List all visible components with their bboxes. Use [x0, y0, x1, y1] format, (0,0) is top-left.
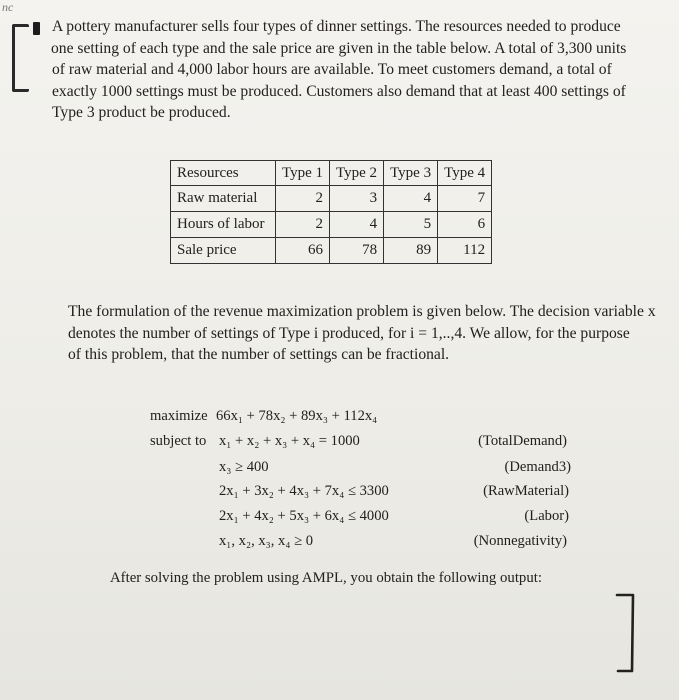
- table-cell: 7: [438, 186, 492, 212]
- handwritten-corner-mark: nc: [2, 0, 14, 14]
- table-header-cell: Type 3: [384, 161, 438, 186]
- subject-to-label: subject to: [150, 433, 207, 449]
- table-header-cell: Type 4: [438, 161, 492, 186]
- formulation-line: denotes the number of settings of Type i produced, for i = 1,..,4. We allow, for the purpose: [68, 324, 630, 342]
- table-cell: 78: [330, 238, 384, 264]
- row-label-cell: Hours of labor: [171, 212, 276, 238]
- handwritten-left-bracket: [12, 24, 29, 92]
- constraint-expression: 2x₁ + 4x₂ + 5x₃ + 6x₄ ≤ 4000: [219, 508, 389, 524]
- constraint-name: (Nonnegativity): [473, 533, 567, 549]
- resources-table: [170, 160, 492, 264]
- intro-line: Type 3 product be produced.: [52, 104, 231, 121]
- table-cell: 2: [276, 186, 330, 212]
- table-row: [171, 212, 492, 238]
- table-cell: 112: [438, 238, 492, 264]
- intro-line: exactly 1000 settings must be produced. Customers also demand that at least 400 settings of: [52, 82, 626, 100]
- formulation-line: of this problem, that the number of settings can be fractional.: [68, 346, 450, 363]
- intro-line: one setting of each type and the sale price are given in the table below. A total of 3,300 units: [51, 39, 627, 57]
- row-label-cell: Sale price: [171, 238, 276, 264]
- table-cell: 5: [384, 212, 438, 238]
- constraint-name: (Demand3): [504, 459, 571, 475]
- constraint-expression: 2x₁ + 3x₂ + 4x₃ + 7x₄ ≤ 3300: [219, 483, 389, 499]
- bullet-marker: [33, 22, 40, 35]
- constraint-name: (Labor): [524, 508, 569, 524]
- table-cell: 3: [330, 186, 384, 212]
- constraint-expression: x₁ + x₂ + x₃ + x₄ = 1000: [219, 433, 360, 449]
- table-row: [171, 238, 492, 264]
- constraint-expression: x₁, x₂, x₃, x₄ ≥ 0: [219, 533, 314, 549]
- table-header-row: [171, 161, 492, 186]
- formulation-line: The formulation of the revenue maximization problem is given below. The decision variable x: [68, 303, 656, 320]
- table-row: [171, 186, 492, 212]
- intro-line: of raw material and 4,000 labor hours are available. To meet customers demand, a total of: [52, 61, 612, 78]
- formulation-paragraph: [68, 301, 668, 366]
- constraint-name: (RawMaterial): [483, 483, 569, 499]
- problem-intro-paragraph: [52, 16, 664, 124]
- ampl-output-intro: After solving the problem using AMPL, you obtain the following output:: [110, 570, 542, 586]
- table-cell: 89: [384, 238, 438, 264]
- maximize-label: maximize: [150, 408, 208, 424]
- table-header-cell: Type 1: [276, 161, 330, 186]
- constraint-expression: x₃ ≥ 400: [219, 459, 269, 475]
- constraint-name: (TotalDemand): [478, 433, 567, 449]
- table-cell: 4: [330, 212, 384, 238]
- table-cell: 66: [276, 238, 330, 264]
- objective-expression: 66x₁ + 78x₂ + 89x₃ + 112x₄: [216, 408, 378, 424]
- table-cell: 2: [276, 212, 330, 238]
- table-cell: 4: [384, 186, 438, 212]
- table-header-cell: Resources: [171, 161, 276, 186]
- row-label-cell: Raw material: [171, 186, 276, 212]
- intro-line: A pottery manufacturer sells four types of dinner settings. The resources needed to produce: [52, 18, 621, 35]
- handwritten-right-bracket: [614, 592, 636, 674]
- table-header-cell: Type 2: [330, 161, 384, 186]
- table-cell: 6: [438, 212, 492, 238]
